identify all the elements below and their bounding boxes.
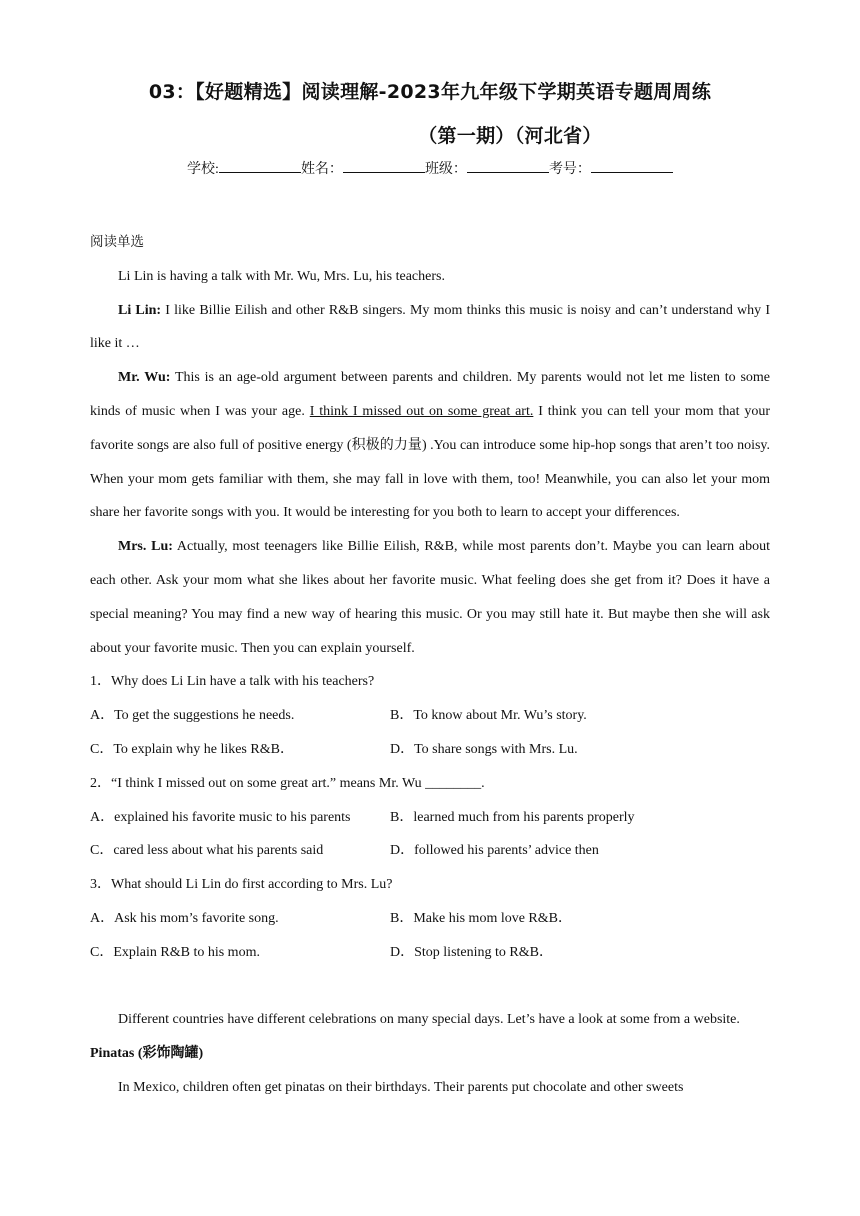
option-d: D．Stop listening to R&B． <box>390 944 553 960</box>
option-b: B．To know about Mr. Wu’s story. <box>390 708 587 724</box>
underlined-sentence: I think I missed out on some great art. <box>309 403 534 419</box>
name-blank <box>343 160 425 173</box>
passage1-paragraph-mr-wu <box>90 361 770 530</box>
passage1-intro: Li Lin is having a talk with Mr. Wu, Mrs. Lu, his teachers. <box>118 268 445 284</box>
mrs-lu-text: Actually, most teenagers like Billie Eilish, R&B, while most parents don’t. Maybe you can learn about each other. Ask your mom what she likes about her favorite music. What feeling does she get from it? Does it have a special meaning? You may find a new way of hearing this music. Or you may still hate it. But maybe then she will ask about your favorite music. Then you can explain yourself. <box>90 539 771 656</box>
question-options-row <box>90 801 770 835</box>
passage1-paragraph-li-lin <box>90 294 770 362</box>
passage2-paragraph: In Mexico, children often get pinatas on their birthdays. Their parents put chocolate and other sweets <box>118 1079 684 1095</box>
option-a: A．To get the suggestions he needs. <box>90 708 295 724</box>
number-blank <box>591 160 673 173</box>
option-c: C．To explain why he likes R&B． <box>90 741 294 757</box>
spacer <box>90 970 770 1004</box>
mr-wu-text-a: This is an age-old argument between parents and children. My parents would not let me listen to some kinds of music when I was your age. <box>90 370 770 419</box>
option-d: D．To share songs with Mrs. Lu. <box>390 741 578 757</box>
question-stem: 3．What should Li Lin do first according to Mrs. Lu? <box>90 877 393 893</box>
speaker-mr-wu: Mr. Wu: <box>118 370 171 386</box>
passage1-paragraph-mrs-lu <box>90 530 770 665</box>
option-b: B．Make his mom love R&B． <box>390 910 572 926</box>
question-stem: 2．“I think I missed out on some great art.” means Mr. Wu ________. <box>90 775 485 791</box>
passage2-heading: Pinatas (彩饰陶罐) <box>90 1046 204 1062</box>
school-blank <box>219 160 301 173</box>
document-subtitle: （第一期）（河北省） <box>418 125 602 147</box>
name-label: 姓名： <box>300 162 343 177</box>
question-stem: 1．Why does Li Lin have a talk with his teachers? <box>90 674 375 690</box>
option-c: C．Explain R&B to his mom. <box>90 944 260 960</box>
li-lin-text: I like Billie Eilish and other R&B singers. My mom thinks this music is noisy and can’t understand why I like it … <box>90 302 771 352</box>
speaker-mrs-lu: Mrs. Lu: <box>118 539 173 555</box>
reading-content <box>90 226 770 1105</box>
question-options-row <box>90 834 770 868</box>
speaker-li-lin: Li Lin: <box>118 302 162 318</box>
mr-wu-text-b: I think you can tell your mom that your favorite songs are also full of positive energy (积极的力量) .You can introduce some hip-hop songs that aren’t too noisy. When your mom gets familiar with them, she may fall in love with them, too! Meanwhile, you can also let your mom share her favorite songs with you. It would be interesting for you both to learn to accept your differences. <box>90 403 771 521</box>
option-a: A．explained his favorite music to his parents <box>90 809 351 825</box>
school-label: 学校: <box>187 162 219 177</box>
number-label: 考号： <box>548 162 591 177</box>
option-b: B．learned much from his parents properly <box>390 809 635 825</box>
question-options-row <box>90 699 770 733</box>
question-options-row <box>90 902 770 936</box>
class-blank <box>467 160 549 173</box>
student-info-line <box>0 158 860 178</box>
class-label: 班级： <box>424 162 467 177</box>
passage2-intro: Different countries have different celebrations on many special days. Let’s have a look at some from a website. <box>118 1012 740 1028</box>
section-heading: 阅读单选 <box>90 234 144 250</box>
option-d: D．followed his parents’ advice then <box>390 843 599 859</box>
document-title: 03：【好题精选】阅读理解-2023年九年级下学期英语专题周周练 <box>148 81 712 103</box>
option-a: A．Ask his mom’s favorite song. <box>90 910 279 926</box>
question-options-row <box>90 936 770 970</box>
question-options-row <box>90 733 770 767</box>
option-c: C．cared less about what his parents said <box>90 843 324 859</box>
